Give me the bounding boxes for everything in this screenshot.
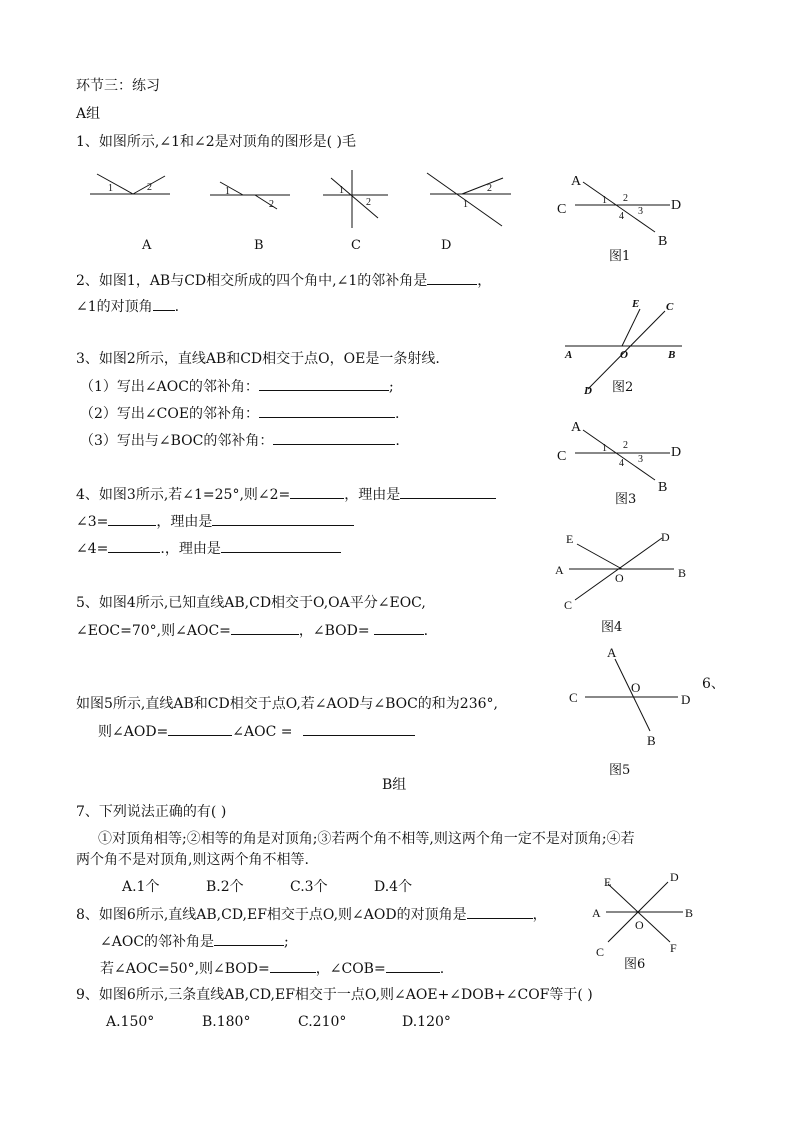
q8-text-3b: ，∠COB= [315, 961, 386, 977]
q3-sub1-text: （1）写出∠AOC的邻补角： [80, 379, 259, 395]
fig2-point-d: D [584, 385, 592, 397]
fig4-point-a: A [555, 563, 564, 577]
question-9: 9、如图6所示,三条直线AB,CD,EF相交于一点O,则∠AOE+∠DOB+∠COF等于( ) [76, 987, 593, 1003]
q1-choice-b: B [254, 238, 264, 253]
q5-text-2c: . [423, 623, 429, 639]
q4-text-2b: ，理由是 [156, 514, 213, 530]
q1c-angle-1: 1 [339, 185, 344, 196]
question-2-line-2 [76, 298, 179, 315]
figure-5 [565, 643, 705, 748]
q4-text-1a: 4、如图3所示,若∠1=25°,则∠2= [76, 487, 291, 503]
question-6-line-1: 如图5所示,直线AB和CD相交于点O,若∠AOD与∠BOC的和为236°, [76, 696, 498, 712]
q2-text-2-end: . [174, 299, 180, 315]
fig4-point-c: C [564, 598, 573, 612]
q8-text-1b: ， [532, 907, 547, 923]
q3-blank-1[interactable] [259, 378, 389, 391]
q9-option-d: D.120° [402, 1014, 451, 1030]
fig6-point-e: E [604, 875, 612, 889]
q6-text-2b: ∠AOC = [232, 724, 293, 740]
section-title: 环节三：练习 [76, 78, 160, 94]
fig1-angle-3: 3 [638, 206, 643, 217]
fig5-caption: 图5 [609, 763, 631, 778]
q3-blank-3[interactable] [273, 432, 395, 445]
q4-blank-5[interactable] [108, 540, 160, 553]
q1a-angle-2: 2 [147, 182, 152, 193]
fig3-point-d: D [671, 445, 682, 460]
q8-text-3a: 若∠AOC=50°,则∠BOD= [100, 961, 270, 977]
fig5-point-a: A [607, 645, 617, 660]
q1d-angle-2: 2 [487, 183, 492, 194]
q7-option-d: D.4个 [374, 879, 413, 895]
q4-blank-4[interactable] [212, 513, 354, 526]
q3-sub2-text: （2）写出∠COE的邻补角： [80, 406, 260, 422]
fig3-angle-2: 2 [623, 440, 628, 451]
figure-1 [555, 170, 690, 250]
q4-text-2a: ∠3= [76, 514, 109, 530]
q1-figure-a [85, 168, 180, 208]
fig1-point-c: C [557, 202, 567, 217]
q4-blank-3[interactable] [108, 513, 156, 526]
fig6-point-c: C [596, 945, 605, 959]
q3-sub2-end: . [395, 406, 400, 422]
fig4-caption: 图4 [601, 620, 623, 635]
fig3-angle-3: 3 [638, 454, 643, 465]
fig6-point-d: D [670, 870, 679, 884]
question-5-line-1: 5、如图4所示,已知直线AB,CD相交于O,OA平分∠EOC, [76, 595, 426, 611]
q2-blank-1[interactable] [427, 272, 477, 285]
question-1: 1、如图所示,∠1和∠2是对顶角的图形是( )毛 [76, 134, 357, 150]
q7-option-c: C.3个 [290, 879, 328, 895]
fig2-point-e: E [632, 298, 640, 310]
question-7-line-1: 7、下列说法正确的有( ) [76, 804, 227, 820]
fig4-point-b: B [678, 566, 687, 580]
question-7-line-3: 两个角不是对顶角,则这两个角不相等. [76, 852, 309, 868]
figure-6 [588, 866, 703, 961]
q1b-angle-2: 2 [269, 199, 274, 210]
q1-choice-c: C [351, 238, 361, 253]
q7-option-b: B.2个 [206, 879, 244, 895]
q4-text-3a: ∠4= [76, 541, 109, 557]
q3-sub1-end: ; [388, 379, 394, 395]
fig3-point-a: A [571, 420, 582, 435]
fig1-caption: 图1 [609, 249, 631, 264]
fig6-caption: 图6 [624, 957, 646, 972]
fig2-point-a: A [565, 349, 573, 361]
figure-3 [555, 418, 690, 498]
question-3: 3、如图2所示，直线AB和CD相交于点O，OE是一条射线. [76, 351, 440, 367]
fig4-point-o: O [615, 571, 624, 585]
q1-choice-d: D [441, 238, 452, 253]
fig1-point-a: A [571, 174, 582, 189]
question-6-number: 6、 [702, 676, 725, 692]
fig2-point-c: C [666, 301, 674, 313]
question-8-line-1 [76, 906, 547, 923]
group-a-heading: A组 [76, 106, 101, 122]
q1-choice-a: A [142, 238, 152, 253]
fig2-point-o: O [620, 349, 628, 361]
q5-text-2a: ∠EOC=70°,则∠AOC= [76, 623, 231, 639]
question-4-line-2 [76, 513, 354, 530]
fig1-angle-4: 4 [619, 211, 624, 222]
question-4-line-3 [76, 540, 341, 557]
q1b-angle-1: 1 [225, 186, 230, 197]
q9-option-c: C.210° [298, 1014, 347, 1030]
fig6-point-b: B [685, 906, 694, 920]
fig1-point-d: D [671, 198, 682, 213]
q8-blank-1[interactable] [467, 906, 533, 919]
q2-text-1: 2、如图1，AB与CD相交所成的四个角中,∠1的邻补角是 [76, 273, 428, 289]
fig5-point-c: C [569, 690, 578, 705]
fig3-angle-1: 1 [602, 443, 607, 454]
figure-4 [552, 528, 692, 613]
fig6-point-o: O [635, 918, 644, 932]
q4-blank-1[interactable] [290, 486, 344, 499]
fig1-point-b: B [658, 234, 668, 249]
fig3-angle-4: 4 [619, 458, 624, 469]
q8-text-1a: 8、如图6所示,直线AB,CD,EF相交于点O,则∠AOD的对顶角是 [76, 907, 467, 923]
q5-blank-2[interactable] [374, 622, 424, 635]
fig1-angle-2: 2 [623, 193, 628, 204]
fig3-point-b: B [658, 480, 668, 495]
q7-option-a: A.1个 [122, 879, 160, 895]
fig2-point-b: B [668, 349, 676, 361]
fig3-caption: 图3 [615, 492, 637, 507]
q8-blank-2[interactable] [214, 933, 284, 946]
question-2-line-1 [76, 272, 491, 289]
q2-text-1-end: ， [477, 273, 492, 289]
question-7-line-2: ①对顶角相等;②相等的角是对顶角;③若两个角不相等,则这两个角一定不是对顶角;④若 [98, 831, 635, 847]
fig5-point-b: B [647, 733, 656, 748]
q4-blank-6[interactable] [221, 540, 341, 553]
question-8-line-3 [100, 960, 444, 977]
question-3-sub-1 [80, 378, 394, 395]
question-6-line-2 [98, 723, 415, 740]
fig1-angle-1: 1 [602, 195, 607, 206]
q5-blank-1[interactable] [231, 622, 299, 635]
q8-blank-3[interactable] [270, 960, 316, 973]
fig5-point-d: D [681, 692, 691, 707]
q1-figure-b [205, 172, 295, 212]
q6-blank-1[interactable] [168, 723, 232, 736]
q5-text-2b: ，∠BOD= [298, 623, 370, 639]
question-3-sub-2 [80, 405, 400, 422]
fig3-point-c: C [557, 449, 567, 464]
q2-blank-2[interactable] [153, 298, 175, 311]
q8-text-3c: . [439, 961, 445, 977]
q4-blank-2[interactable] [400, 486, 496, 499]
fig6-point-f: F [670, 941, 677, 955]
q2-text-2: ∠1的对顶角 [76, 299, 153, 315]
fig6-point-a: A [592, 906, 601, 920]
q9-option-a: A.150° [106, 1014, 155, 1030]
q1c-angle-2: 2 [366, 197, 371, 208]
fig2-caption: 图2 [612, 380, 634, 395]
group-b-heading: B组 [382, 777, 407, 793]
question-3-sub-3 [80, 432, 400, 449]
fig4-point-e: E [566, 532, 574, 546]
q8-blank-4[interactable] [386, 960, 440, 973]
q9-option-b: B.180° [202, 1014, 251, 1030]
fig4-point-d: D [661, 530, 670, 544]
q8-text-2a: ∠AOC的邻补角是 [100, 934, 215, 950]
q1a-angle-1: 1 [108, 183, 113, 194]
question-8-line-2 [100, 933, 289, 950]
q1-figure-d [425, 170, 520, 232]
q4-text-3b: .，理由是 [160, 541, 221, 557]
q3-sub3-text: （3）写出与∠BOC的邻补角： [80, 433, 274, 449]
q6-text-2a: 则∠AOD= [98, 724, 169, 740]
question-4-line-1 [76, 486, 496, 503]
q1d-angle-1: 1 [463, 199, 468, 210]
q4-text-1b: ，理由是 [344, 487, 401, 503]
q1-figure-c [318, 168, 393, 232]
question-5-line-2 [76, 622, 428, 639]
q3-sub3-end: . [395, 433, 400, 449]
q8-text-2b: ; [284, 934, 289, 950]
q3-blank-2[interactable] [259, 405, 395, 418]
q6-blank-2[interactable] [303, 723, 415, 736]
fig5-point-o: O [631, 680, 641, 695]
